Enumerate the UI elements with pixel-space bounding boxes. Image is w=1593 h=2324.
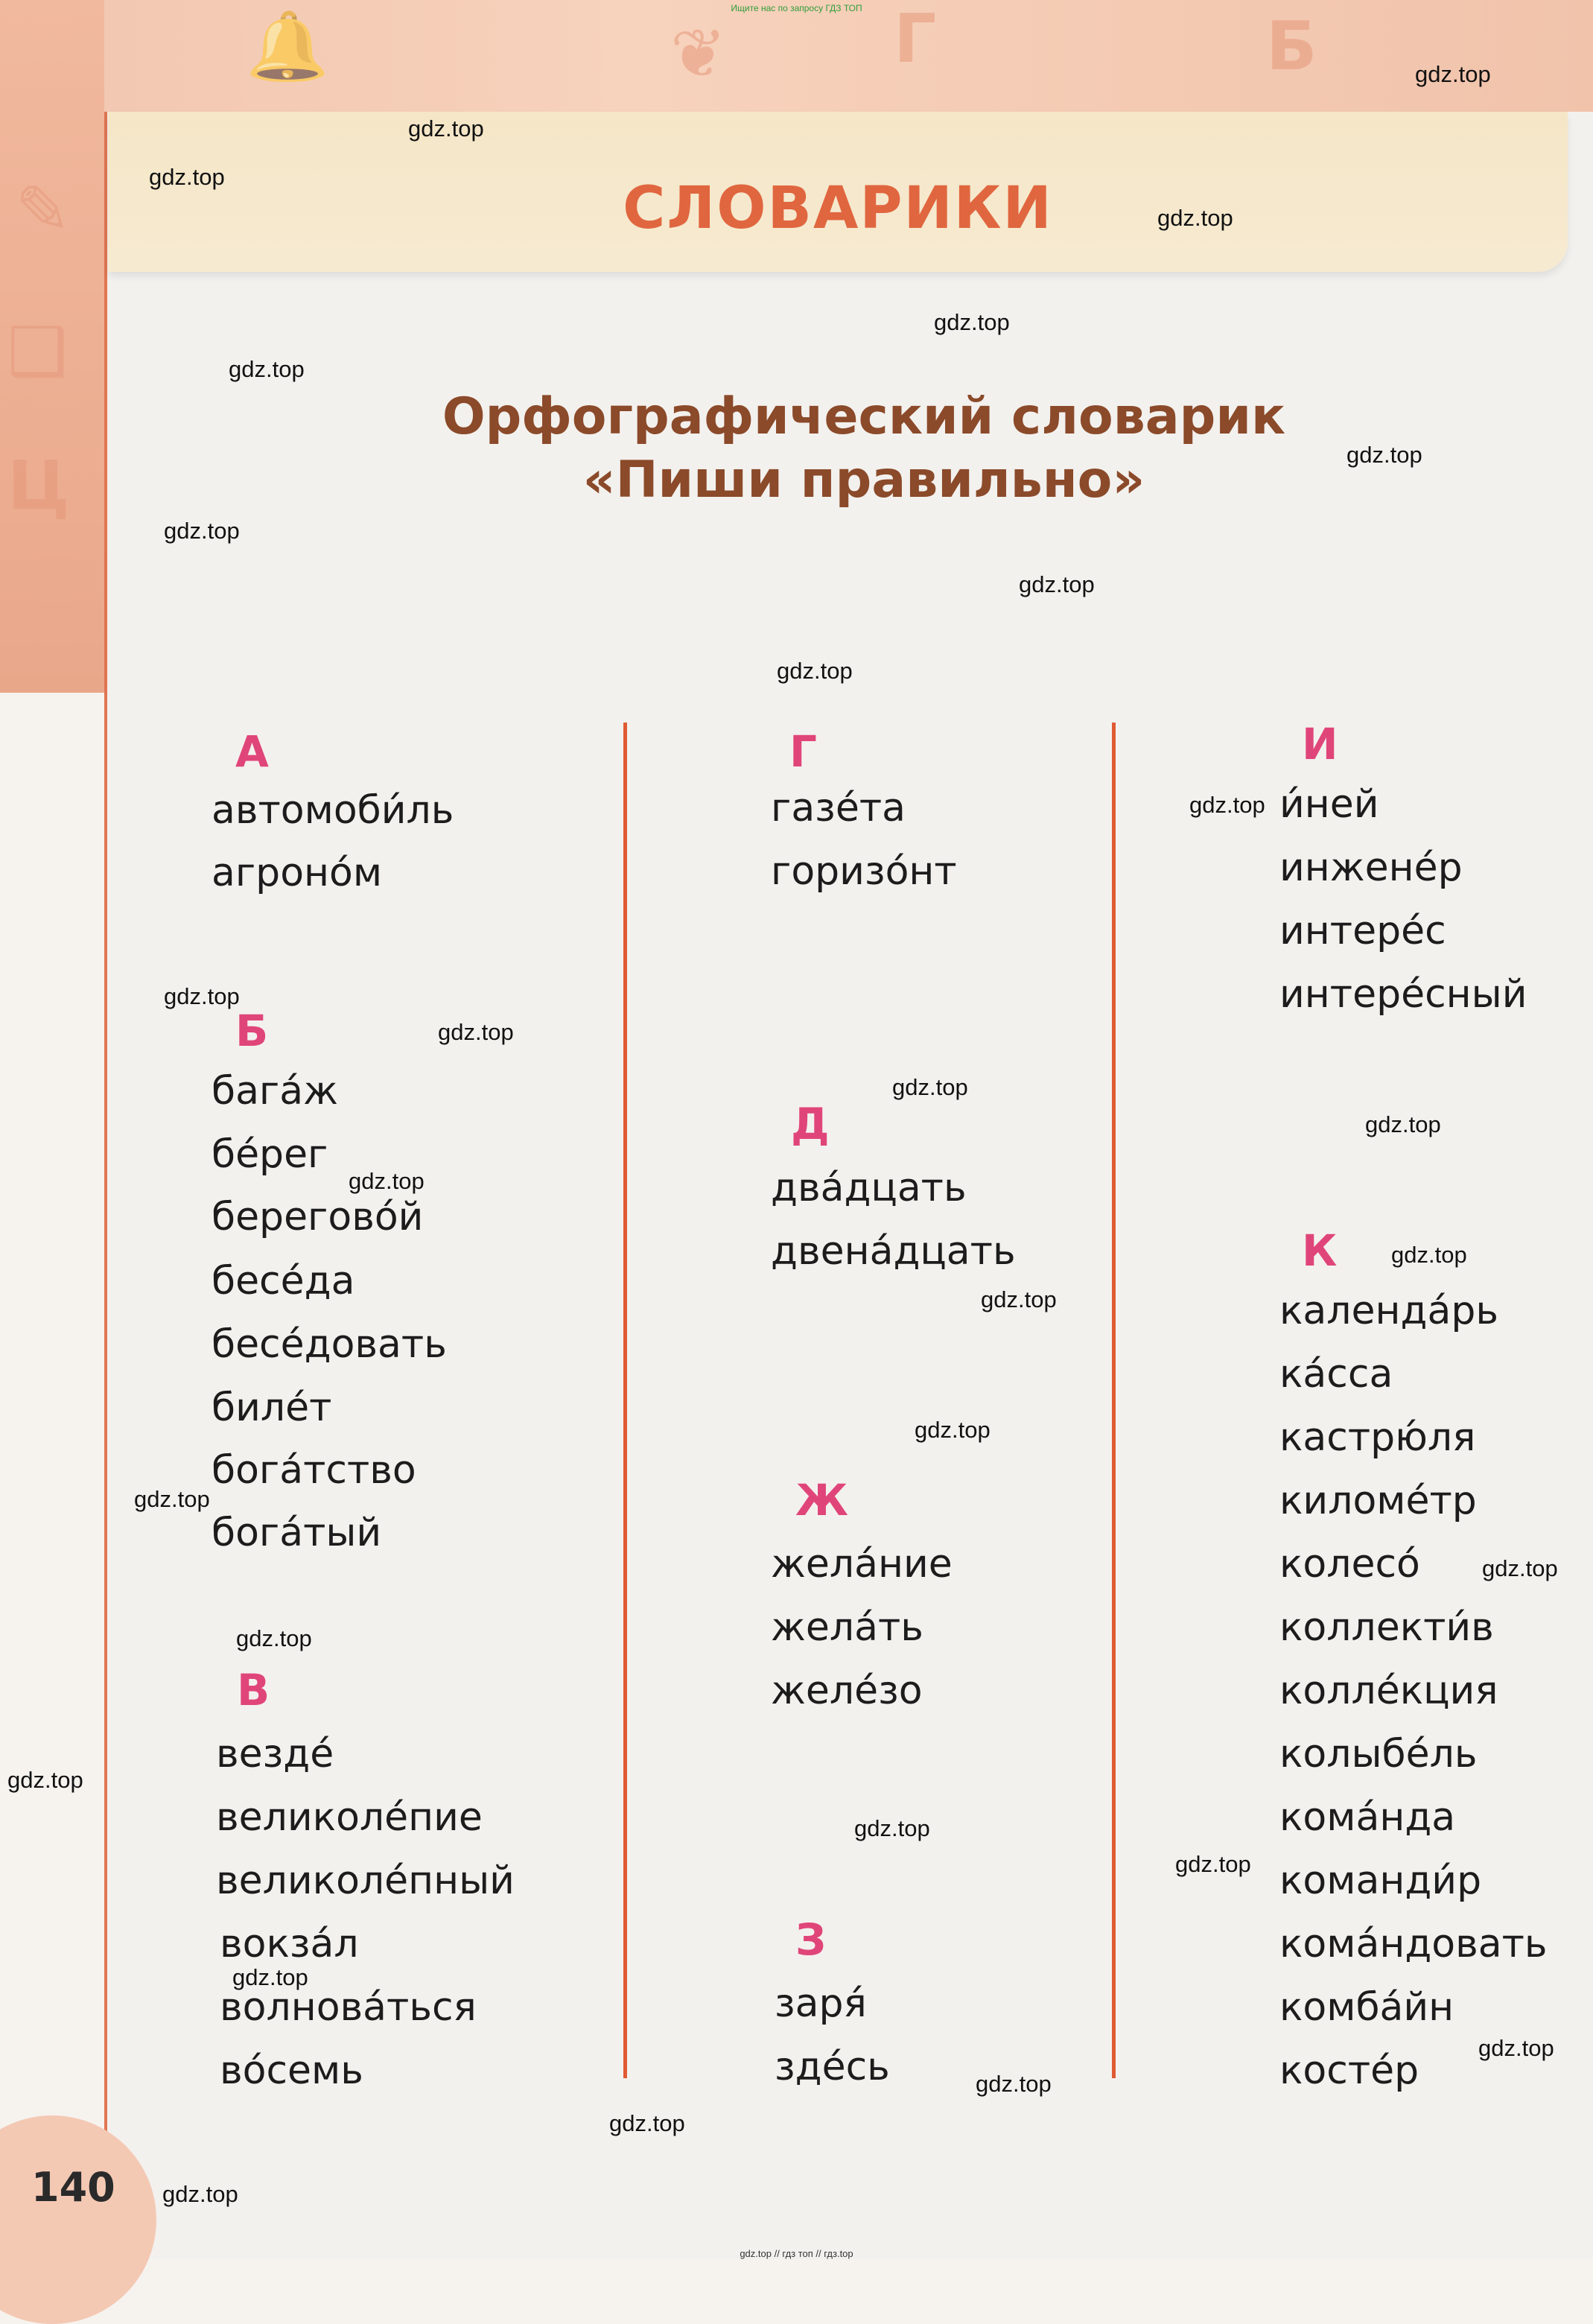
dictionary-word: биле́т (212, 1385, 332, 1430)
watermark: gdz.top (229, 356, 305, 382)
dictionary-word: газе́та (771, 786, 906, 831)
dictionary-word: бе́рег (212, 1132, 328, 1177)
dictionary-word: жела́ть (771, 1605, 923, 1650)
watermark: gdz.top (162, 2181, 238, 2207)
watermark: gdz.top (1415, 61, 1491, 87)
watermark: gdz.top (7, 1767, 83, 1793)
watermark: gdz.top (934, 309, 1010, 335)
header-banner (108, 112, 1568, 272)
watermark: gdz.top (1175, 1851, 1251, 1877)
dictionary-word: бесе́да (212, 1259, 355, 1304)
dictionary-word: зде́сь (775, 2045, 890, 2089)
dictionary-word: агроно́м (212, 851, 383, 895)
dictionary-word: вокза́л (220, 1922, 359, 1966)
dictionary-word: двена́дцать (771, 1229, 1016, 1274)
dictionary-word: бесе́довать (212, 1322, 447, 1367)
watermark: gdz.top (892, 1074, 968, 1100)
dictionary-word: волнова́ться (220, 1985, 477, 2030)
column-divider (623, 723, 627, 2078)
watermark: gdz.top (134, 1486, 210, 1512)
dictionary-word: автомоби́ль (212, 788, 454, 833)
dictionary-subtitle: «Пиши правильно» (582, 451, 1145, 509)
watermark: gdz.top (1365, 1111, 1441, 1137)
watermark: gdz.top (438, 1019, 514, 1045)
top-note: Ищите нас по запросу ГДЗ ТОП (731, 3, 862, 13)
dictionary-word: бога́тый (212, 1511, 382, 1555)
watermark: gdz.top (232, 1964, 308, 1990)
dictionary-word: кома́нда (1279, 1795, 1456, 1840)
dictionary-word: великоле́пие (216, 1795, 483, 1840)
watermark: gdz.top (1391, 1242, 1467, 1268)
watermark: gdz.top (1157, 205, 1233, 231)
watermark: gdz.top (609, 2110, 685, 2136)
dictionary-word: интере́с (1279, 909, 1446, 953)
section-letter: И (1302, 719, 1338, 769)
watermark: gdz.top (981, 1286, 1057, 1312)
dictionary-word: команди́р (1279, 1858, 1482, 1903)
dictionary-word: берегово́й (212, 1195, 424, 1239)
watermark: gdz.top (164, 983, 240, 1009)
section-letter: К (1302, 1225, 1338, 1276)
dictionary-word: во́семь (220, 2048, 363, 2093)
banner-title: СЛОВАРИКИ (623, 175, 1053, 242)
bell-decor-icon: 🔔 (246, 7, 330, 86)
dictionary-word: кома́ндовать (1279, 1922, 1548, 1966)
dictionary-word: и́ней (1279, 782, 1379, 827)
dictionary-word: инжене́р (1279, 845, 1463, 890)
dictionary-word: бога́тство (212, 1448, 416, 1493)
dictionary-word: колесо́ (1279, 1542, 1420, 1587)
letter-decor-icon: Г (894, 0, 937, 78)
dictionary-word: комба́йн (1279, 1985, 1454, 2030)
top-decor-band (0, 0, 1593, 119)
dictionary-word: великоле́пный (216, 1858, 515, 1903)
section-letter: В (237, 1665, 270, 1715)
section-letter: Д (791, 1099, 830, 1149)
dictionary-word: календа́рь (1279, 1289, 1498, 1333)
section-letter: Б (235, 1006, 269, 1056)
watermark: gdz.top (854, 1815, 930, 1841)
watermark: gdz.top (1478, 2035, 1554, 2061)
dictionary-word: киломе́тр (1279, 1479, 1477, 1523)
watermark: gdz.top (915, 1417, 991, 1443)
watermark: gdz.top (976, 2071, 1052, 2097)
dictionary-word: косте́р (1279, 2048, 1419, 2093)
watermark: gdz.top (408, 115, 484, 142)
letter-decor-icon: Ц (7, 447, 70, 525)
dictionary-word: жела́ние (771, 1542, 953, 1587)
dictionary-word: кастрю́ля (1279, 1415, 1476, 1460)
section-letter: З (795, 1914, 827, 1965)
watermark: gdz.top (164, 518, 240, 544)
dictionary-word: колыбе́ль (1279, 1732, 1478, 1777)
book-decor-icon: ❑ (7, 313, 68, 391)
dictionary-word: заря́ (775, 1981, 867, 2026)
section-letter: А (235, 726, 269, 777)
dictionary-word: интере́сный (1279, 972, 1527, 1017)
watermark: gdz.top (349, 1168, 425, 1194)
watermark: gdz.top (1346, 442, 1422, 468)
dictionary-title: Орфографический словарик (442, 387, 1286, 446)
column-divider (1112, 723, 1116, 2078)
dictionary-word: бага́ж (212, 1069, 338, 1114)
left-decor-band (0, 0, 104, 693)
watermark: gdz.top (777, 658, 853, 684)
dictionary-word: ка́сса (1279, 1352, 1393, 1397)
watermark: gdz.top (1482, 1555, 1558, 1581)
leaf-decor-icon: ❦ (670, 15, 727, 93)
page-number: 140 (31, 2164, 115, 2211)
bottom-note: gdz.top // гдз топ // гдз.top (740, 2248, 853, 2259)
letter-decor-icon: Б (1266, 7, 1317, 86)
watermark: gdz.top (236, 1625, 312, 1651)
dictionary-word: горизо́нт (771, 849, 957, 894)
dictionary-word: коллекти́в (1279, 1605, 1494, 1650)
dictionary-word: два́дцать (771, 1166, 967, 1210)
pencil-decor-icon: ✎ (15, 171, 71, 250)
dictionary-word: колле́кция (1279, 1669, 1498, 1713)
watermark: gdz.top (149, 164, 225, 190)
watermark: gdz.top (1019, 571, 1095, 597)
watermark: gdz.top (1189, 792, 1265, 818)
section-letter: Г (789, 726, 817, 777)
dictionary-word: везде́ (216, 1732, 334, 1777)
dictionary-word: желе́зо (771, 1669, 923, 1713)
section-letter: Ж (795, 1475, 848, 1525)
